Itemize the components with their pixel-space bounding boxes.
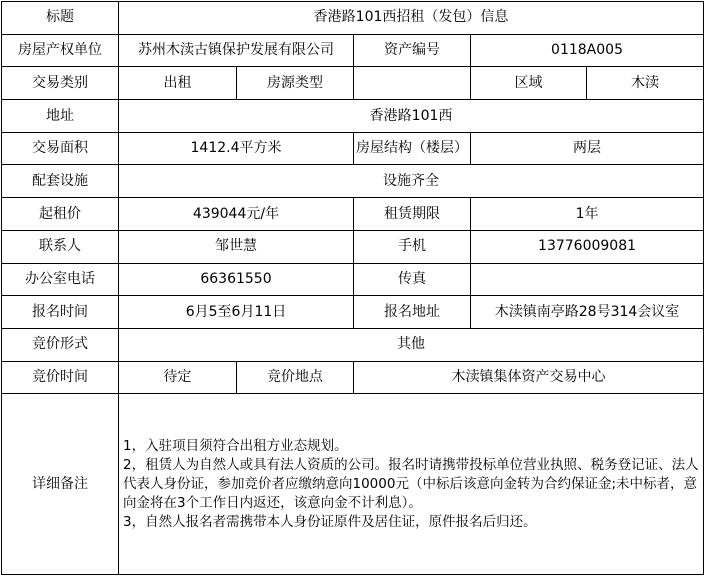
notes-content — [119, 394, 704, 575]
area-value: 1412.4平方米 — [119, 132, 354, 165]
reg-address-label: 报名地址 — [354, 296, 471, 329]
house-type-value — [354, 67, 471, 100]
mobile-label: 手机 — [354, 230, 471, 263]
notes-label: 详细备注 — [2, 394, 119, 575]
lease-term-label: 租赁期限 — [354, 198, 471, 231]
note-line: 3，自然人报名者需携带本人身份证原件及居住证，原件报名后归还。 — [123, 513, 537, 530]
fax-label: 传真 — [354, 263, 471, 296]
trade-type-value: 出租 — [119, 67, 237, 100]
office-phone-label: 办公室电话 — [2, 263, 119, 296]
row-address — [2, 100, 704, 133]
asset-no-label: 资产编号 — [354, 34, 471, 67]
row-facilities — [2, 165, 704, 198]
owner-label: 房屋产权单位 — [2, 34, 119, 67]
fax-value — [471, 263, 704, 296]
reg-time-label: 报名时间 — [2, 296, 119, 329]
bid-time-label: 竞价时间 — [2, 361, 119, 394]
bid-form-label: 竞价形式 — [2, 328, 119, 361]
row-trade-type — [2, 67, 704, 100]
title-value: 香港路101西招租（发包）信息 — [119, 2, 704, 35]
row-price — [2, 198, 704, 231]
address-value: 香港路101西 — [119, 100, 704, 133]
contact-value: 邹世慧 — [119, 230, 354, 263]
structure-label: 房屋结构（楼层） — [354, 132, 471, 165]
row-bid-time — [2, 361, 704, 394]
contact-label: 联系人 — [2, 230, 119, 263]
row-owner — [2, 34, 704, 67]
lease-term-value: 1年 — [471, 198, 704, 231]
row-registration — [2, 296, 704, 329]
row-area — [2, 132, 704, 165]
region-value: 木渎 — [587, 67, 704, 100]
office-phone-value: 66361550 — [119, 263, 354, 296]
bid-time-value: 待定 — [119, 361, 237, 394]
row-notes — [2, 394, 704, 575]
reg-address-value: 木渎镇南亭路28号314会议室 — [471, 296, 704, 329]
region-label: 区域 — [471, 67, 587, 100]
row-bid-form — [2, 328, 704, 361]
asset-no-value: 0118A005 — [471, 34, 704, 67]
address-label: 地址 — [2, 100, 119, 133]
bid-form-value: 其他 — [119, 328, 704, 361]
row-title — [2, 2, 704, 35]
note-line: 2，租赁人为自然人或具有法人资质的公司。报名时请携带投标单位营业执照、税务登记证、法人代表人身份证，参加竞价者应缴纳意向10000元（中标后该意向金转为合约保证金;未中标者，意向金将在3个工作日内返还，该意向金不计利息）。 — [123, 456, 699, 511]
title-label: 标题 — [2, 2, 119, 35]
lease-info-table — [1, 1, 704, 575]
facilities-label: 配套设施 — [2, 165, 119, 198]
bid-place-value: 木渎镇集体资产交易中心 — [354, 361, 704, 394]
area-label: 交易面积 — [2, 132, 119, 165]
note-line: 1，入驻项目须符合出租方业态规划。 — [123, 437, 348, 454]
reg-time-value: 6月5至6月11日 — [119, 296, 354, 329]
start-price-label: 起租价 — [2, 198, 119, 231]
structure-value: 两层 — [471, 132, 704, 165]
trade-type-label: 交易类别 — [2, 67, 119, 100]
start-price-value: 439044元/年 — [119, 198, 354, 231]
row-contact — [2, 230, 704, 263]
owner-value: 苏州木渎古镇保护发展有限公司 — [119, 34, 354, 67]
bid-place-label: 竞价地点 — [237, 361, 354, 394]
mobile-value: 13776009081 — [471, 230, 704, 263]
house-type-label: 房源类型 — [237, 67, 354, 100]
facilities-value: 设施齐全 — [119, 165, 704, 198]
row-office-phone — [2, 263, 704, 296]
